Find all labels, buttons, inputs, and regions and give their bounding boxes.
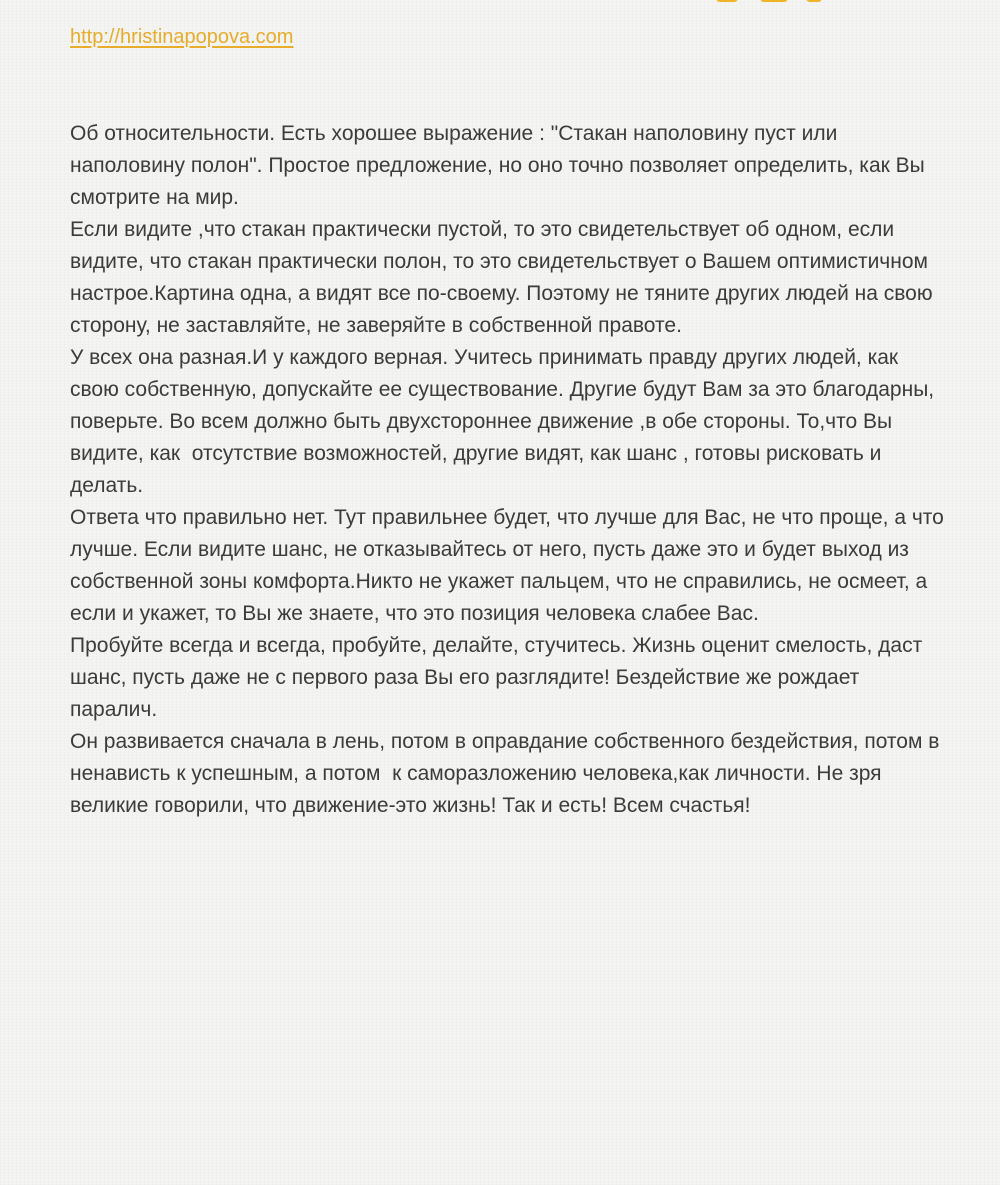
note-paragraph: Пробуйте всегда и всегда, пробуйте, делайте, стучитесь. Жизнь оценит смелость, даст шанс, пусть даже не с первого раза Вы его разглядите! Бездействие же рождает паралич.: [70, 634, 929, 721]
note-paragraph: Он развивается сначала в лень, потом в оправдание собственного бездействия, потом в ненависть к успешным, а потом к саморазложению человека,как личности. Не зря великие говорили, что движение-это жизнь! Так и есть! Всем счастья!: [70, 730, 946, 817]
note-paragraph: У всех она разная.И у каждого верная. Учитесь принимать правду других людей, как свою собственную, допускайте ее существование. Другие будут Вам за это благодарны, поверьте. Во всем должно быть двухстороннее движение ,в обе стороны. То,что Вы видите, как отсутствие возможностей, другие видят, как шанс , готовы рисковать и делать.: [70, 346, 940, 497]
top-toolbar-fragment: [806, 0, 822, 2]
note-body[interactable]: [70, 118, 950, 822]
note-paragraph: Ответа что правильно нет. Тут правильнее будет, что лучше для Вас, не что проще, а что лучше. Если видите шанс, не отказывайтесь от него, пусть даже это и будет выход из собственной зоны комфорта.Никто не укажет пальцем, что не справились, не осмеет, а если и укажет, то Вы же знаете, что это позиция человека слабее Вас.: [70, 506, 950, 625]
note-paragraph: Об относительности. Есть хорошее выражение : "Стакан наполовину пуст или наполовину полон". Простое предложение, но оно точно позволяет определить, как Вы смотрите на мир.: [70, 122, 931, 209]
top-toolbar-fragment: [716, 0, 738, 2]
note-paragraph: Если видите ,что стакан практически пустой, то это свидетельствует об одном, если видите, что стакан практически полон, то это свидетельствует о Вашем оптимистичном настрое.Картина одна, а видят все по-своему. Поэтому не тяните других людей на свою сторону, не заставляйте, не заверяйте в собственной правоте.: [70, 218, 939, 337]
website-link[interactable]: http://hristinapopova.com: [70, 26, 294, 48]
top-toolbar-fragment: [760, 0, 788, 2]
